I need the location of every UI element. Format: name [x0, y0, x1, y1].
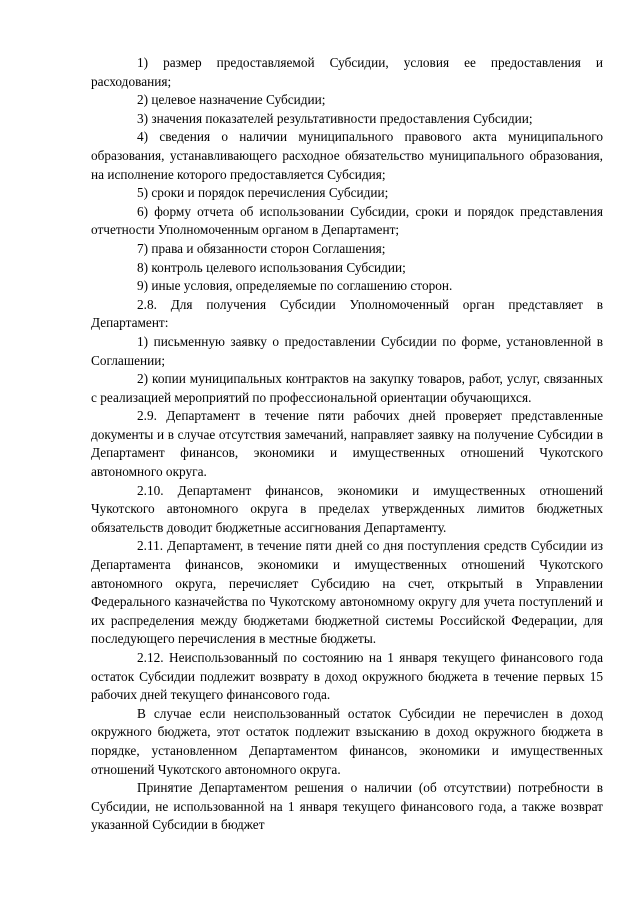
paragraph-2-9: 2.9. Департамент в течение пяти рабочих дней проверяет представленные документы и в случае отсутствия замечаний, направляет заявку на получение Субсидии в Департамент финансов, экономики и имущественных отношений Чукотского автономного округа. — [91, 408, 603, 480]
paragraph-2-10: 2.10. Департамент финансов, экономики и имущественных отношений Чукотского автономного округа в пределах утвержденных лимитов бюджетных обязательств доводит бюджетные ассигнования Департаменту. — [91, 482, 603, 535]
document-body — [91, 54, 603, 835]
paragraph-item-7: 7) права и обязанности сторон Соглашения; — [137, 240, 386, 256]
paragraph-item-2: 2) целевое назначение Субсидии; — [137, 92, 326, 108]
paragraph-unused-balance: В случае если неиспользованный остаток Субсидии не перечислен в доход окружного бюджета, этот остаток подлежит взысканию в доход окружного бюджета в порядке, установленном Департаментом финансов, экономики и имущественных отношений Чукотского автономного округа. — [91, 705, 603, 777]
paragraph-2-8: 2.8. Для получения Субсидии Уполномоченный орган представляет в Департамент: — [91, 296, 603, 331]
paragraph-item-9: 9) иные условия, определяемые по соглашению сторон. — [137, 278, 453, 294]
paragraph-item-6: 6) форму отчета об использовании Субсидии, сроки и порядок представления отчетности Уполномоченным органом в Департамент; — [91, 203, 603, 238]
paragraph-2-11: 2.11. Департамент, в течение пяти дней со дня поступления средств Субсидии из Департамента финансов, экономики и имущественных отношений Чукотского автономного округа, перечисляет Субсидию на счет, открытый в Управлении Федерального казначейства по Чукотскому автономному округу для учета поступлений и их распределения между бюджетами бюджетной системы Российской Федерации, для последующего перечисления в местные бюджеты. — [91, 538, 603, 647]
paragraph-2-12: 2.12. Неиспользованный по состоянию на 1 января текущего финансового года остаток Субсидии подлежит возврату в доход окружного бюджета в течение первых 15 рабочих дней текущего финансового года. — [91, 650, 603, 703]
paragraph-item-5: 5) сроки и порядок перечисления Субсидии; — [137, 185, 389, 201]
paragraph-decision: Принятие Департаментом решения о наличии (об отсутствии) потребности в Субсидии, не использованной на 1 января текущего финансового года, а также возврат указанной Субсидии в бюджет — [91, 780, 603, 833]
paragraph-item-4: 4) сведения о наличии муниципального правового акта муниципального образования, устанавливающего расходное обязательство муниципального образования, на исполнение которого предоставляется Субсидия; — [91, 129, 603, 182]
paragraph-item-1: 1) размер предоставляемой Субсидии, условия ее предоставления и расходования; — [91, 55, 603, 89]
paragraph-2-8-item-2: 2) копии муниципальных контрактов на закупку товаров, работ, услуг, связанных с реализацией мероприятий по профессиональной ориентации обучающихся. — [91, 371, 603, 405]
paragraph-2-8-item-1: 1) письменную заявку о предоставлении Субсидии по форме, установленной в Соглашении; — [91, 333, 603, 368]
paragraph-item-3: 3) значения показателей результативности предоставления Субсидии; — [137, 110, 533, 126]
paragraph-item-8: 8) контроль целевого использования Субсидии; — [137, 259, 406, 275]
